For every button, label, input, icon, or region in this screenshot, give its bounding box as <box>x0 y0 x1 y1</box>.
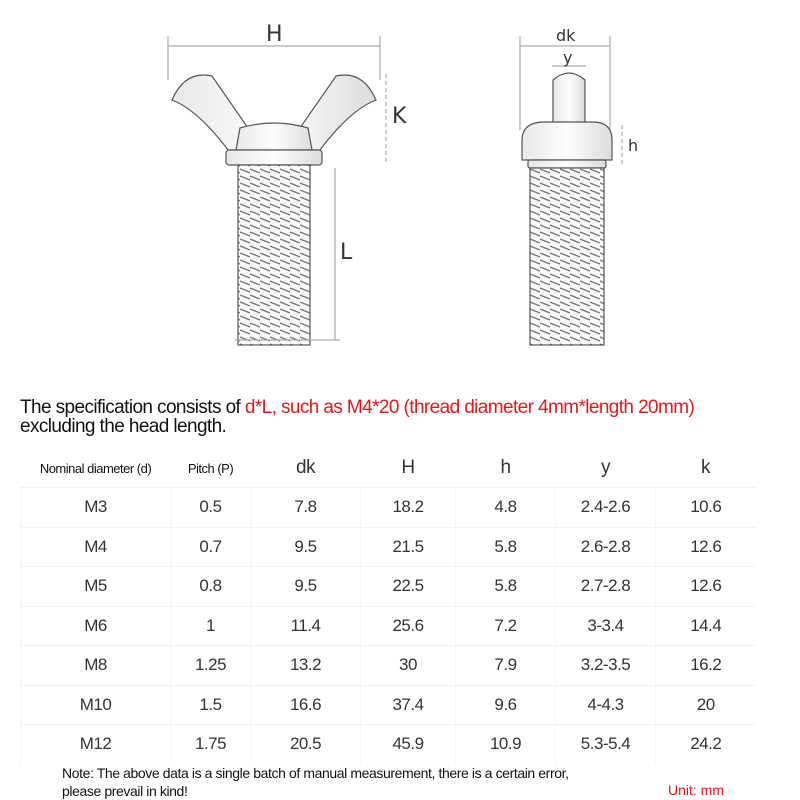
table-cell: 0.5 <box>171 488 251 528</box>
thread-shaft <box>238 165 310 345</box>
table-row <box>21 527 756 567</box>
table-cell: 22.5 <box>361 567 456 607</box>
table-cell: 7.8 <box>251 488 361 528</box>
table-cell: 14.4 <box>656 606 756 646</box>
spec-highlight: d*L, such as M4*20 (thread diameter 4mm*length 20mm) <box>244 397 695 418</box>
header-dk: dk <box>295 457 316 478</box>
table-cell: 1.75 <box>171 725 251 764</box>
front-view <box>168 36 386 345</box>
table-cell: 10.9 <box>456 725 556 764</box>
table-cell: 13.2 <box>251 646 361 686</box>
table-cell: 45.9 <box>361 725 456 764</box>
label-K: K <box>392 104 407 129</box>
table-cell: M6 <box>21 606 171 646</box>
label-y: y <box>563 48 573 67</box>
table-cell: 18.2 <box>361 488 456 528</box>
table-cell: 5.8 <box>456 527 556 567</box>
table-cell: 21.5 <box>361 527 456 567</box>
spec-table <box>20 449 756 764</box>
spec-description <box>20 398 694 436</box>
table-cell: 2.6-2.8 <box>556 527 656 567</box>
header-y: y <box>601 457 610 478</box>
label-h: h <box>628 136 639 155</box>
table-cell: M4 <box>21 527 171 567</box>
table-cell: 9.5 <box>251 527 361 567</box>
spec-prefix: The specification consists of <box>20 397 245 418</box>
wing-edge <box>553 73 585 128</box>
table-cell: 16.2 <box>656 646 756 686</box>
table-cell: 12.6 <box>656 527 756 567</box>
table-row <box>21 567 756 607</box>
label-H: H <box>266 22 283 47</box>
table-cell: 20.5 <box>251 725 361 764</box>
table-cell: 9.5 <box>251 567 361 607</box>
table-cell: 1.25 <box>171 646 251 686</box>
header-nominal-diameter: Nominal diameter (d) <box>39 460 152 476</box>
unit-label: Unit: mm <box>668 782 724 798</box>
table-cell: 0.7 <box>171 527 251 567</box>
table-cell: 20 <box>656 685 756 725</box>
label-dk: dk <box>556 26 576 45</box>
wing-screw-diagram <box>0 0 800 380</box>
table-cell: 4.8 <box>456 488 556 528</box>
table-cell: 9.6 <box>456 685 556 725</box>
header-k: k <box>701 457 710 478</box>
table-cell: M10 <box>21 685 171 725</box>
table-cell: 2.7-2.8 <box>556 567 656 607</box>
table-row <box>21 488 756 528</box>
thread-shaft-side <box>530 168 604 345</box>
table-cell: 25.6 <box>361 606 456 646</box>
table-cell: 7.9 <box>456 646 556 686</box>
table-cell: 0.8 <box>171 567 251 607</box>
table-row <box>21 606 756 646</box>
table-cell: 3.2-3.5 <box>556 646 656 686</box>
table-cell: 12.6 <box>656 567 756 607</box>
table-cell: M8 <box>21 646 171 686</box>
table-row <box>21 646 756 686</box>
table-cell: 37.4 <box>361 685 456 725</box>
header-h: h <box>500 457 511 478</box>
header-H: H <box>401 457 415 478</box>
table-cell: 4-4.3 <box>556 685 656 725</box>
table-cell: M12 <box>21 725 171 764</box>
table-cell: 16.6 <box>251 685 361 725</box>
note-line-1: Note: The above data is a single batch of manual measurement, there is a certain error, <box>62 765 569 781</box>
table-cell: 7.2 <box>456 606 556 646</box>
table-row <box>21 685 756 725</box>
table-cell: 10.6 <box>656 488 756 528</box>
table-cell: 5.3-5.4 <box>556 725 656 764</box>
header-pitch: Pitch (P) <box>187 460 234 476</box>
table-cell: 1.5 <box>171 685 251 725</box>
table-cell: 30 <box>361 646 456 686</box>
note-line-2: please prevail in kind! <box>62 783 188 799</box>
spec-suffix: excluding the head length. <box>20 416 227 437</box>
label-L: L <box>340 240 353 265</box>
table-cell: 1 <box>171 606 251 646</box>
table-row <box>21 725 756 764</box>
table-cell: 3-3.4 <box>556 606 656 646</box>
side-view <box>520 36 622 345</box>
table-cell: 24.2 <box>656 725 756 764</box>
table-cell: 5.8 <box>456 567 556 607</box>
table-cell: M5 <box>21 567 171 607</box>
washer <box>226 150 322 165</box>
table-cell: M3 <box>21 488 171 528</box>
table-header-row <box>21 449 756 488</box>
measurement-note <box>62 764 569 800</box>
table-cell: 2.4-2.6 <box>556 488 656 528</box>
head-side <box>522 122 612 160</box>
table-cell: 11.4 <box>251 606 361 646</box>
